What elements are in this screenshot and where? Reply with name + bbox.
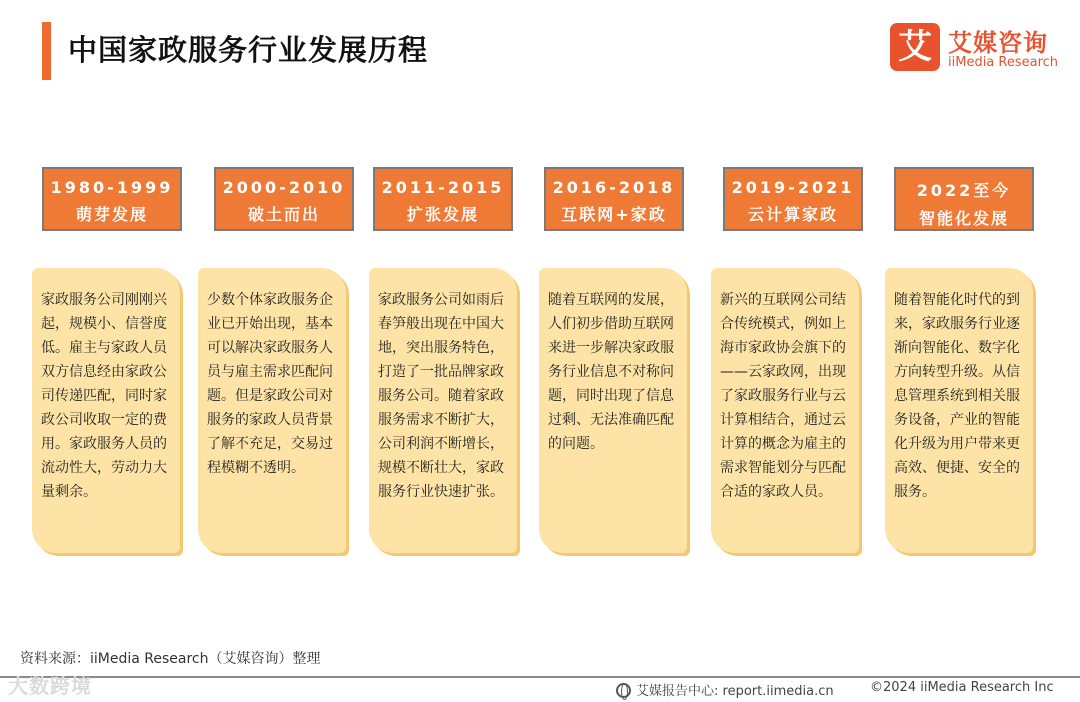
watermark: 大数跨境 <box>8 674 92 698</box>
stage-name: 萌芽发展 <box>75 205 148 224</box>
stage-box-4 <box>544 167 684 231</box>
stage-card-5: 新兴的互联网公司结合传统模式，例如上海市家政协会旗下的——云家政网，出现了家政服务行业与云计算相结合，通过云计算的概念为雇主的需求智能划分与匹配合适的家政人员。 <box>711 268 859 553</box>
stage-name: 互联网+家政 <box>561 205 667 224</box>
stage-name: 破土而出 <box>247 205 320 224</box>
logo-icon <box>890 23 940 71</box>
stage-card-3: 家政服务公司如雨后春笋般出现在中国大地，突出服务特色，打造了一批品牌家政服务公司。随着家政服务需求不断扩大，公司利润不断增长，规模不断壮大，家政服务行业快速扩张。 <box>369 268 517 553</box>
stage-card-1: 家政服务公司刚刚兴起，规模小、信誉度低。雇主与家政人员双方信息经由家政公司传递匹配，同时家政公司收取一定的费用。家政服务人员的流动性大，劳动力大量剩余。 <box>32 268 180 553</box>
stage-years: 2016-2018 <box>552 178 676 197</box>
stage-years: 2000-2010 <box>222 178 346 197</box>
logo-name-en: iiMedia Research <box>948 55 1059 70</box>
stage-years: 2011-2015 <box>381 178 505 197</box>
source-note: 资料来源：iiMedia Research（艾媒咨询）整理 <box>20 651 321 667</box>
footer-copyright: ©2024 iiMedia Research Inc <box>870 680 1054 695</box>
iimedia-logo <box>890 23 1070 73</box>
stage-card-2: 少数个体家政服务企业已开始出现，基本可以解决家政服务人员与雇主需求匹配问题。但是家政公司对服务的家政人员背景了解不充足，交易过程模糊不透明。 <box>198 268 346 553</box>
stage-years: 2019-2021 <box>731 178 855 197</box>
footer-report-text: 艾媒报告中心: report.iimedia.cn <box>636 684 834 699</box>
globe-icon <box>616 683 631 698</box>
stage-box-3 <box>373 167 513 231</box>
stage-years: 2022至今 <box>916 181 1012 200</box>
title-accent-bar <box>42 22 51 80</box>
footer-divider <box>0 676 1080 678</box>
stage-card-6: 随着智能化时代的到来，家政服务行业逐渐向智能化、数字化方向转型升级。从信息管理系统到相关服务设备，产业的智能化升级为用户带来更高效、便捷、安全的服务。 <box>885 268 1033 553</box>
stage-box-2 <box>214 167 354 231</box>
stage-name: 智能化发展 <box>918 209 1009 228</box>
logo-name-cn: 艾媒咨询 <box>948 29 1048 57</box>
stage-name: 云计算家政 <box>747 205 838 224</box>
stage-box-6 <box>894 167 1034 231</box>
stage-box-1 <box>42 167 182 231</box>
stage-card-4: 随着互联网的发展，人们初步借助互联网来进一步解决家政服务行业信息不对称问题，同时出现了信息过剩、无法准确匹配的问题。 <box>539 268 687 553</box>
footer-report-link[interactable] <box>616 680 834 699</box>
stage-years: 1980-1999 <box>50 178 174 197</box>
page-title: 中国家政服务行业发展历程 <box>68 33 429 67</box>
stage-name: 扩张发展 <box>406 205 479 224</box>
stage-box-5 <box>723 167 863 231</box>
logo-mark-glyph: 艾 <box>898 27 932 67</box>
